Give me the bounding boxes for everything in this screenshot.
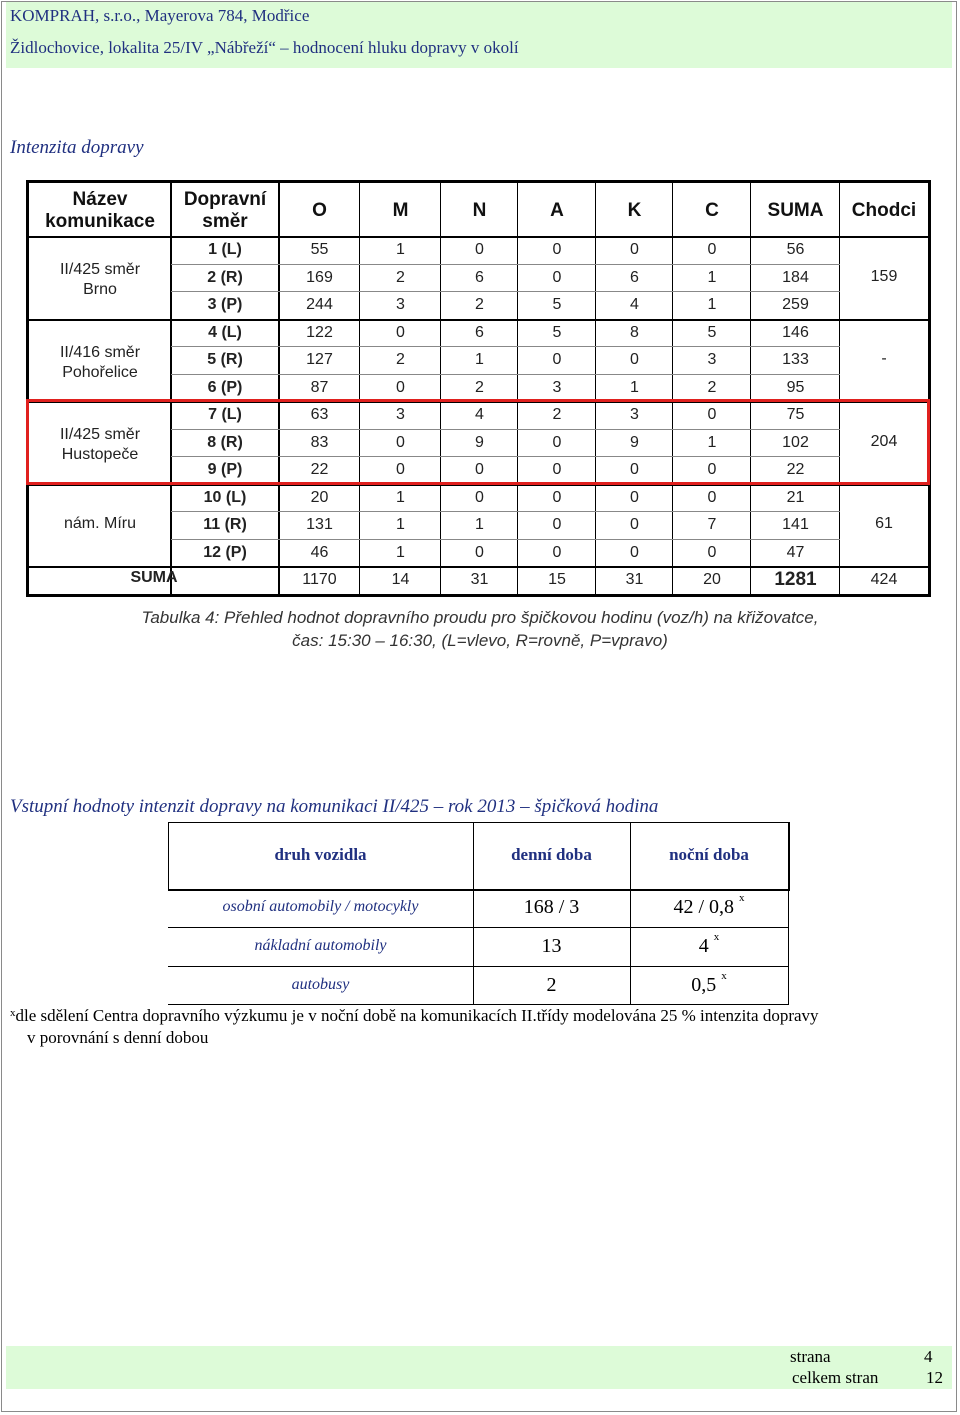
value-cell-c: 1 <box>707 434 717 451</box>
direction-cell: 11 (R) <box>203 516 247 533</box>
value-cell-c: 0 <box>707 406 717 423</box>
road-name <box>29 260 171 300</box>
value-cell-m: 3 <box>396 406 405 423</box>
col-header-m: M <box>392 200 409 221</box>
value-cell-n: 6 <box>475 269 484 286</box>
col-header-road-line2: komunikace <box>45 211 155 232</box>
direction-cell: 8 (R) <box>207 434 243 451</box>
value-cell-a: 5 <box>552 324 562 341</box>
suma-cell: 102 <box>782 434 809 451</box>
road-name-line1: II/416 směr <box>59 344 141 361</box>
suma-cell: 56 <box>786 241 805 258</box>
value-cell-n: 1 <box>475 516 484 533</box>
value-cell-o: 127 <box>306 351 333 368</box>
direction-cell: 2 (R) <box>207 269 243 286</box>
footnote-mark: x <box>721 970 727 982</box>
suma-cell: 75 <box>786 406 805 423</box>
total-label: SUMA <box>130 569 178 586</box>
road-name <box>29 343 171 383</box>
value-cell-m: 3 <box>396 296 405 313</box>
footnote-mark: x <box>10 1007 16 1019</box>
value-cell-k: 0 <box>630 544 639 561</box>
direction-cell: 1 (L) <box>208 241 242 258</box>
value-cell-a: 2 <box>552 406 562 423</box>
value-cell-o: 46 <box>310 544 329 561</box>
vehicle-table-row-line-2 <box>168 966 788 967</box>
value-cell-a: 0 <box>552 241 562 258</box>
vehicle-row-buses-night <box>630 970 788 997</box>
vehicle-row-buses-label: autobusy <box>291 976 350 993</box>
value-cell-n: 2 <box>475 296 484 313</box>
value-cell-a: 0 <box>552 544 562 561</box>
footer-page-label: strana <box>790 1347 831 1366</box>
traffic-table <box>26 180 931 597</box>
row-divider <box>171 511 840 512</box>
col-header-road-line1: Název <box>72 189 128 210</box>
col-header-chodci: Chodci <box>851 200 917 221</box>
vehicle-row-cars-label: osobní automobily / motocykly <box>222 898 419 915</box>
value-cell-k: 4 <box>630 296 639 313</box>
direction-cell: 12 (P) <box>203 544 247 561</box>
total-cell-n: 31 <box>470 571 489 588</box>
footnote-line1 <box>10 1005 950 1027</box>
vehicle-row-cars-night-value: 42 / 0,8 <box>673 896 735 918</box>
row-divider <box>171 346 840 347</box>
value-cell-c: 3 <box>707 351 717 368</box>
footer-total-value: 12 <box>926 1368 943 1387</box>
value-cell-o: 22 <box>310 461 329 478</box>
vehicle-row-trucks-label: nákladní automobily <box>254 937 387 954</box>
value-cell-o: 83 <box>310 434 329 451</box>
value-cell-c: 0 <box>707 489 717 506</box>
road-name <box>29 514 171 534</box>
footnote <box>10 1005 950 1049</box>
value-cell-m: 0 <box>396 461 405 478</box>
road-name-line2: Brno <box>83 281 117 298</box>
value-cell-n: 9 <box>475 434 484 451</box>
value-cell-m: 1 <box>396 516 405 533</box>
vehicle-header-day: denní doba <box>511 845 592 864</box>
value-cell-o: 131 <box>306 516 333 533</box>
suma-cell: 22 <box>786 461 805 478</box>
header-project: Židlochovice, lokalita 25/IV „Nábřeží“ – hodnocení hluku dopravy v okolí <box>10 38 519 57</box>
value-cell-c: 7 <box>707 516 717 533</box>
vehicle-header-type: druh vozidla <box>274 845 367 864</box>
highlight-box <box>26 399 930 485</box>
col-header-direction-line2: směr <box>202 211 248 232</box>
value-cell-k: 0 <box>630 461 639 478</box>
suma-cell: 47 <box>786 544 805 561</box>
value-cell-k: 8 <box>630 324 639 341</box>
suma-cell: 133 <box>782 351 809 368</box>
suma-cell: 95 <box>786 379 805 396</box>
vehicle-row-buses-night-value: 0,5 <box>691 974 717 996</box>
value-cell-m: 2 <box>396 269 405 286</box>
value-cell-k: 0 <box>630 516 639 533</box>
value-cell-k: 0 <box>630 351 639 368</box>
value-cell-c: 5 <box>707 324 717 341</box>
value-cell-n: 1 <box>475 351 484 368</box>
road-name-line1: II/425 směr <box>59 426 141 443</box>
value-cell-m: 1 <box>396 241 405 258</box>
footnote-line2: v porovnání s denní dobou <box>27 1028 209 1047</box>
vehicle-row-cars-night <box>630 892 788 919</box>
vehicle-row-trucks-night <box>630 931 788 958</box>
footer-page-value: 4 <box>924 1347 933 1366</box>
row-divider <box>171 374 840 375</box>
value-cell-n: 2 <box>475 379 484 396</box>
value-cell-n: 0 <box>475 241 484 258</box>
direction-cell: 4 (L) <box>208 324 242 341</box>
row-divider <box>29 319 928 321</box>
total-cell-o: 1170 <box>302 571 337 588</box>
value-cell-m: 0 <box>396 434 405 451</box>
total-chodci: 424 <box>870 571 898 588</box>
section-title-input-values: Vstupní hodnoty intenzit dopravy na komunikaci II/425 – rok 2013 – špičková hodina <box>10 796 659 817</box>
value-cell-o: 87 <box>310 379 329 396</box>
total-cell-a: 15 <box>548 571 566 588</box>
value-cell-o: 20 <box>310 489 329 506</box>
vehicle-table-right-edge <box>788 822 789 1005</box>
road-name-line2: Pohořelice <box>62 364 138 381</box>
vehicle-table-row-line-1 <box>168 927 788 928</box>
value-cell-m: 1 <box>396 489 405 506</box>
chodci-cell: 159 <box>870 268 898 285</box>
value-cell-n: 0 <box>475 461 484 478</box>
value-cell-m: 1 <box>396 544 405 561</box>
vehicle-row-cars-day: 168 / 3 <box>523 896 580 918</box>
value-cell-a: 0 <box>552 269 562 286</box>
value-cell-o: 244 <box>306 296 333 313</box>
total-cell-k: 31 <box>625 571 644 588</box>
value-cell-c: 2 <box>707 379 717 396</box>
vehicle-row-buses-day: 2 <box>546 974 557 996</box>
row-divider <box>171 264 840 265</box>
total-suma: 1281 <box>774 569 817 590</box>
direction-cell: 9 (P) <box>207 461 243 478</box>
value-cell-c: 0 <box>707 241 717 258</box>
value-cell-a: 0 <box>552 489 562 506</box>
suma-cell: 146 <box>782 324 809 341</box>
direction-cell: 7 (L) <box>208 406 242 423</box>
value-cell-c: 1 <box>707 296 717 313</box>
direction-cell: 5 (R) <box>207 351 243 368</box>
row-divider <box>171 539 840 540</box>
direction-cell: 10 (L) <box>203 489 247 506</box>
value-cell-n: 4 <box>475 406 484 423</box>
table-caption-line1: Tabulka 4: Přehled hodnot dopravního proudu pro špičkovou hodinu (voz/h) na křižovatce, <box>141 608 819 627</box>
suma-cell: 184 <box>782 269 809 286</box>
chodci-cell: - <box>881 350 887 367</box>
footnote-text-1: dle sdělení Centra dopravního výzkumu je v noční době na komunikacích II.třídy modelována 25 % intenzita dopravy <box>15 1006 819 1025</box>
value-cell-k: 0 <box>630 241 639 258</box>
row-divider <box>171 291 840 292</box>
value-cell-m: 0 <box>396 324 405 341</box>
footer-total-label: celkem stran <box>792 1368 879 1387</box>
header-company: KOMPRAH, s.r.o., Mayerova 784, Modřice <box>10 6 310 25</box>
value-cell-k: 6 <box>630 269 639 286</box>
direction-cell: 3 (P) <box>207 296 243 313</box>
vehicle-table <box>168 822 790 1005</box>
value-cell-c: 0 <box>707 544 717 561</box>
value-cell-a: 0 <box>552 351 562 368</box>
suma-cell: 141 <box>782 516 809 533</box>
footnote-mark: x <box>739 892 745 904</box>
value-cell-a: 0 <box>552 434 562 451</box>
col-header-suma: SUMA <box>767 200 824 221</box>
value-cell-o: 169 <box>306 269 333 286</box>
value-cell-a: 0 <box>552 516 562 533</box>
road-name-line1: II/425 směr <box>59 261 141 278</box>
value-cell-o: 63 <box>310 406 329 423</box>
col-header-a: A <box>550 200 564 221</box>
value-cell-m: 2 <box>396 351 405 368</box>
col-header-n: N <box>472 200 487 221</box>
value-cell-n: 0 <box>475 489 484 506</box>
row-divider <box>29 566 928 568</box>
value-cell-m: 0 <box>396 379 405 396</box>
suma-cell: 21 <box>786 489 805 506</box>
vehicle-row-trucks-night-value: 4 <box>698 935 709 957</box>
value-cell-k: 3 <box>630 406 639 423</box>
road-name-line2: Hustopeče <box>61 446 139 463</box>
value-cell-k: 9 <box>630 434 639 451</box>
total-cell-m: 14 <box>391 571 410 588</box>
chodci-cell: 61 <box>875 515 893 532</box>
section-title-intensity: Intenzita dopravy <box>10 137 144 158</box>
header-divider <box>29 236 928 238</box>
col-header-road <box>29 189 171 233</box>
value-cell-n: 0 <box>475 544 484 561</box>
col-header-c: C <box>705 200 719 221</box>
value-cell-o: 122 <box>306 324 333 341</box>
suma-cell: 259 <box>782 296 809 313</box>
value-cell-a: 3 <box>552 379 562 396</box>
footnote-mark: x <box>713 931 720 943</box>
value-cell-a: 0 <box>552 461 562 478</box>
vehicle-header-night: noční doba <box>669 845 749 864</box>
value-cell-n: 6 <box>475 324 484 341</box>
road-name-line1: nám. Míru <box>63 515 136 532</box>
value-cell-c: 0 <box>707 461 717 478</box>
value-cell-o: 55 <box>310 241 329 258</box>
table-caption-line2: čas: 15:30 – 16:30, (L=vlevo, R=rovně, P=vpravo) <box>292 631 668 650</box>
vehicle-row-trucks-day: 13 <box>541 935 562 957</box>
value-cell-k: 1 <box>630 379 639 396</box>
value-cell-c: 1 <box>707 269 717 286</box>
col-header-direction-line1: Dopravní <box>183 189 267 210</box>
value-cell-k: 0 <box>630 489 639 506</box>
col-header-k: K <box>627 200 642 221</box>
direction-cell: 6 (P) <box>207 379 243 396</box>
col-header-o: O <box>312 200 327 221</box>
total-cell-c: 20 <box>703 571 721 588</box>
chodci-cell: 204 <box>870 433 898 450</box>
col-header-direction <box>171 189 279 233</box>
value-cell-a: 5 <box>552 296 562 313</box>
